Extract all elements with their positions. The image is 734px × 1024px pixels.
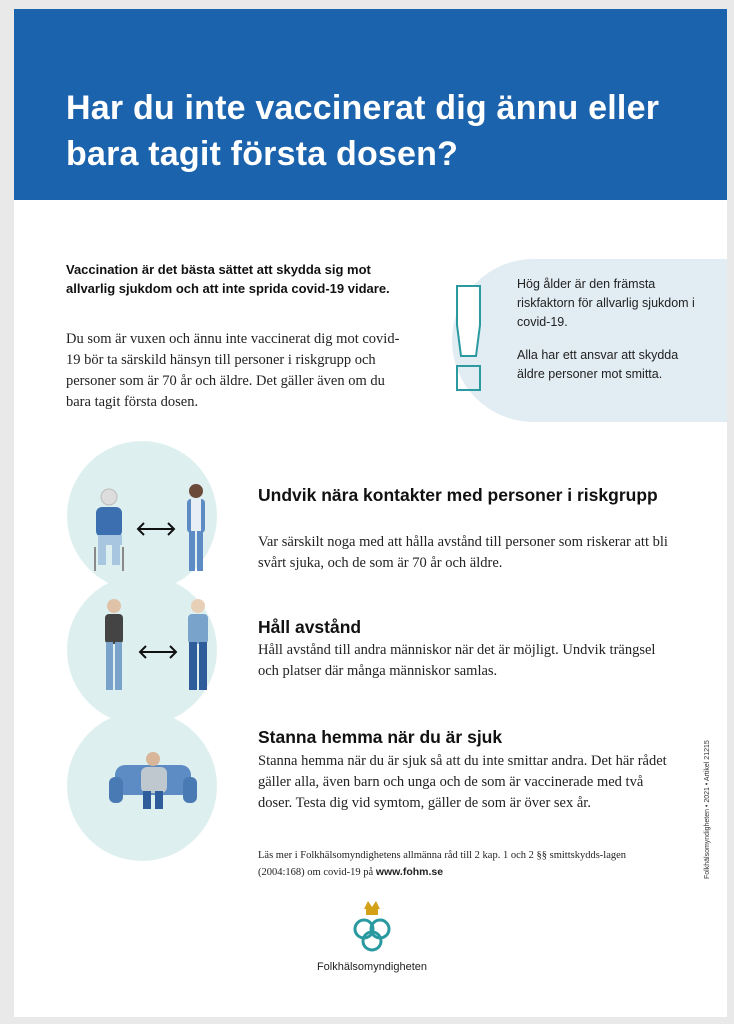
header-banner	[14, 9, 727, 200]
poster	[14, 9, 727, 1017]
info-text-responsibility: Alla har ett ansvar att skydda äldre personer mot smitta.	[517, 348, 679, 381]
section-title-avoid-contact: Undvik nära kontakter med personer i riskgrupp	[258, 485, 658, 505]
intro-body: Du som är vuxen och ännu inte vaccinerat dig mot covid-19 bör ta särskild hänsyn till personer i riskgrupp och personer som är 70 år och äldre. Det gäller även om du bara tagit första dosen.	[66, 331, 400, 410]
agency-logo-icon	[342, 899, 402, 959]
section-body-stay-home: Stanna hemma när du är sjuk så att du inte smittar andra. Det här rådet gäller alla, även barn och unga och de som är vaccinerade med två doser. Testa dig vid symtom, gäller de som är över sex år.	[258, 753, 667, 811]
avoid-contact-illustration	[74, 469, 214, 579]
section-title-keep-distance: Håll avstånd	[258, 617, 362, 637]
intro-lead: Vaccination är det bästa sättet att skydda sig mot allvarlig sjukdom och att inte sprida covid-19 vidare.	[66, 262, 390, 296]
person-left-icon	[105, 599, 123, 690]
exclamation-dot-icon	[456, 365, 481, 391]
logo-name: Folkhälsomyndigheten	[316, 961, 428, 973]
section-body-keep-distance: Håll avstånd till andra människor när det är möjligt. Undvik trängsel och platser där många människor samlas.	[258, 642, 656, 679]
elderly-person-icon	[94, 489, 124, 571]
sick-person-icon	[141, 752, 167, 809]
double-arrow-icon	[138, 523, 174, 535]
person-right-icon	[188, 599, 208, 690]
sick-at-home-illustration	[109, 737, 199, 817]
side-note: Folkhälsomyndigheten • 2021 • Artikel 21215	[704, 740, 711, 879]
footnote-text: Läs mer i Folkhälsomyndighetens allmänna råd till 2 kap. 1 och 2 §§ smittskydds-lagen (2004:168) om covid-19 på	[258, 850, 627, 878]
page-title: Har du inte vaccinerat dig ännu eller bara tagit första dosen?	[66, 89, 660, 173]
section-title-stay-home: Stanna hemma när du är sjuk	[258, 727, 503, 747]
keep-distance-illustration	[74, 594, 214, 704]
footnote	[258, 847, 658, 881]
footnote-link[interactable]: www.fohm.se	[375, 866, 444, 878]
info-text-age: Hög ålder är den främsta riskfaktorn för allvarlig sjukdom i covid-19.	[517, 277, 695, 329]
standing-person-icon	[187, 484, 205, 571]
double-arrow-icon	[140, 646, 176, 658]
exclamation-icon	[456, 285, 481, 357]
section-body-avoid-contact: Var särskilt noga med att hålla avstånd till personer som riskerar att bli svårt sjuka, och de som är 70 år och äldre.	[258, 534, 668, 571]
